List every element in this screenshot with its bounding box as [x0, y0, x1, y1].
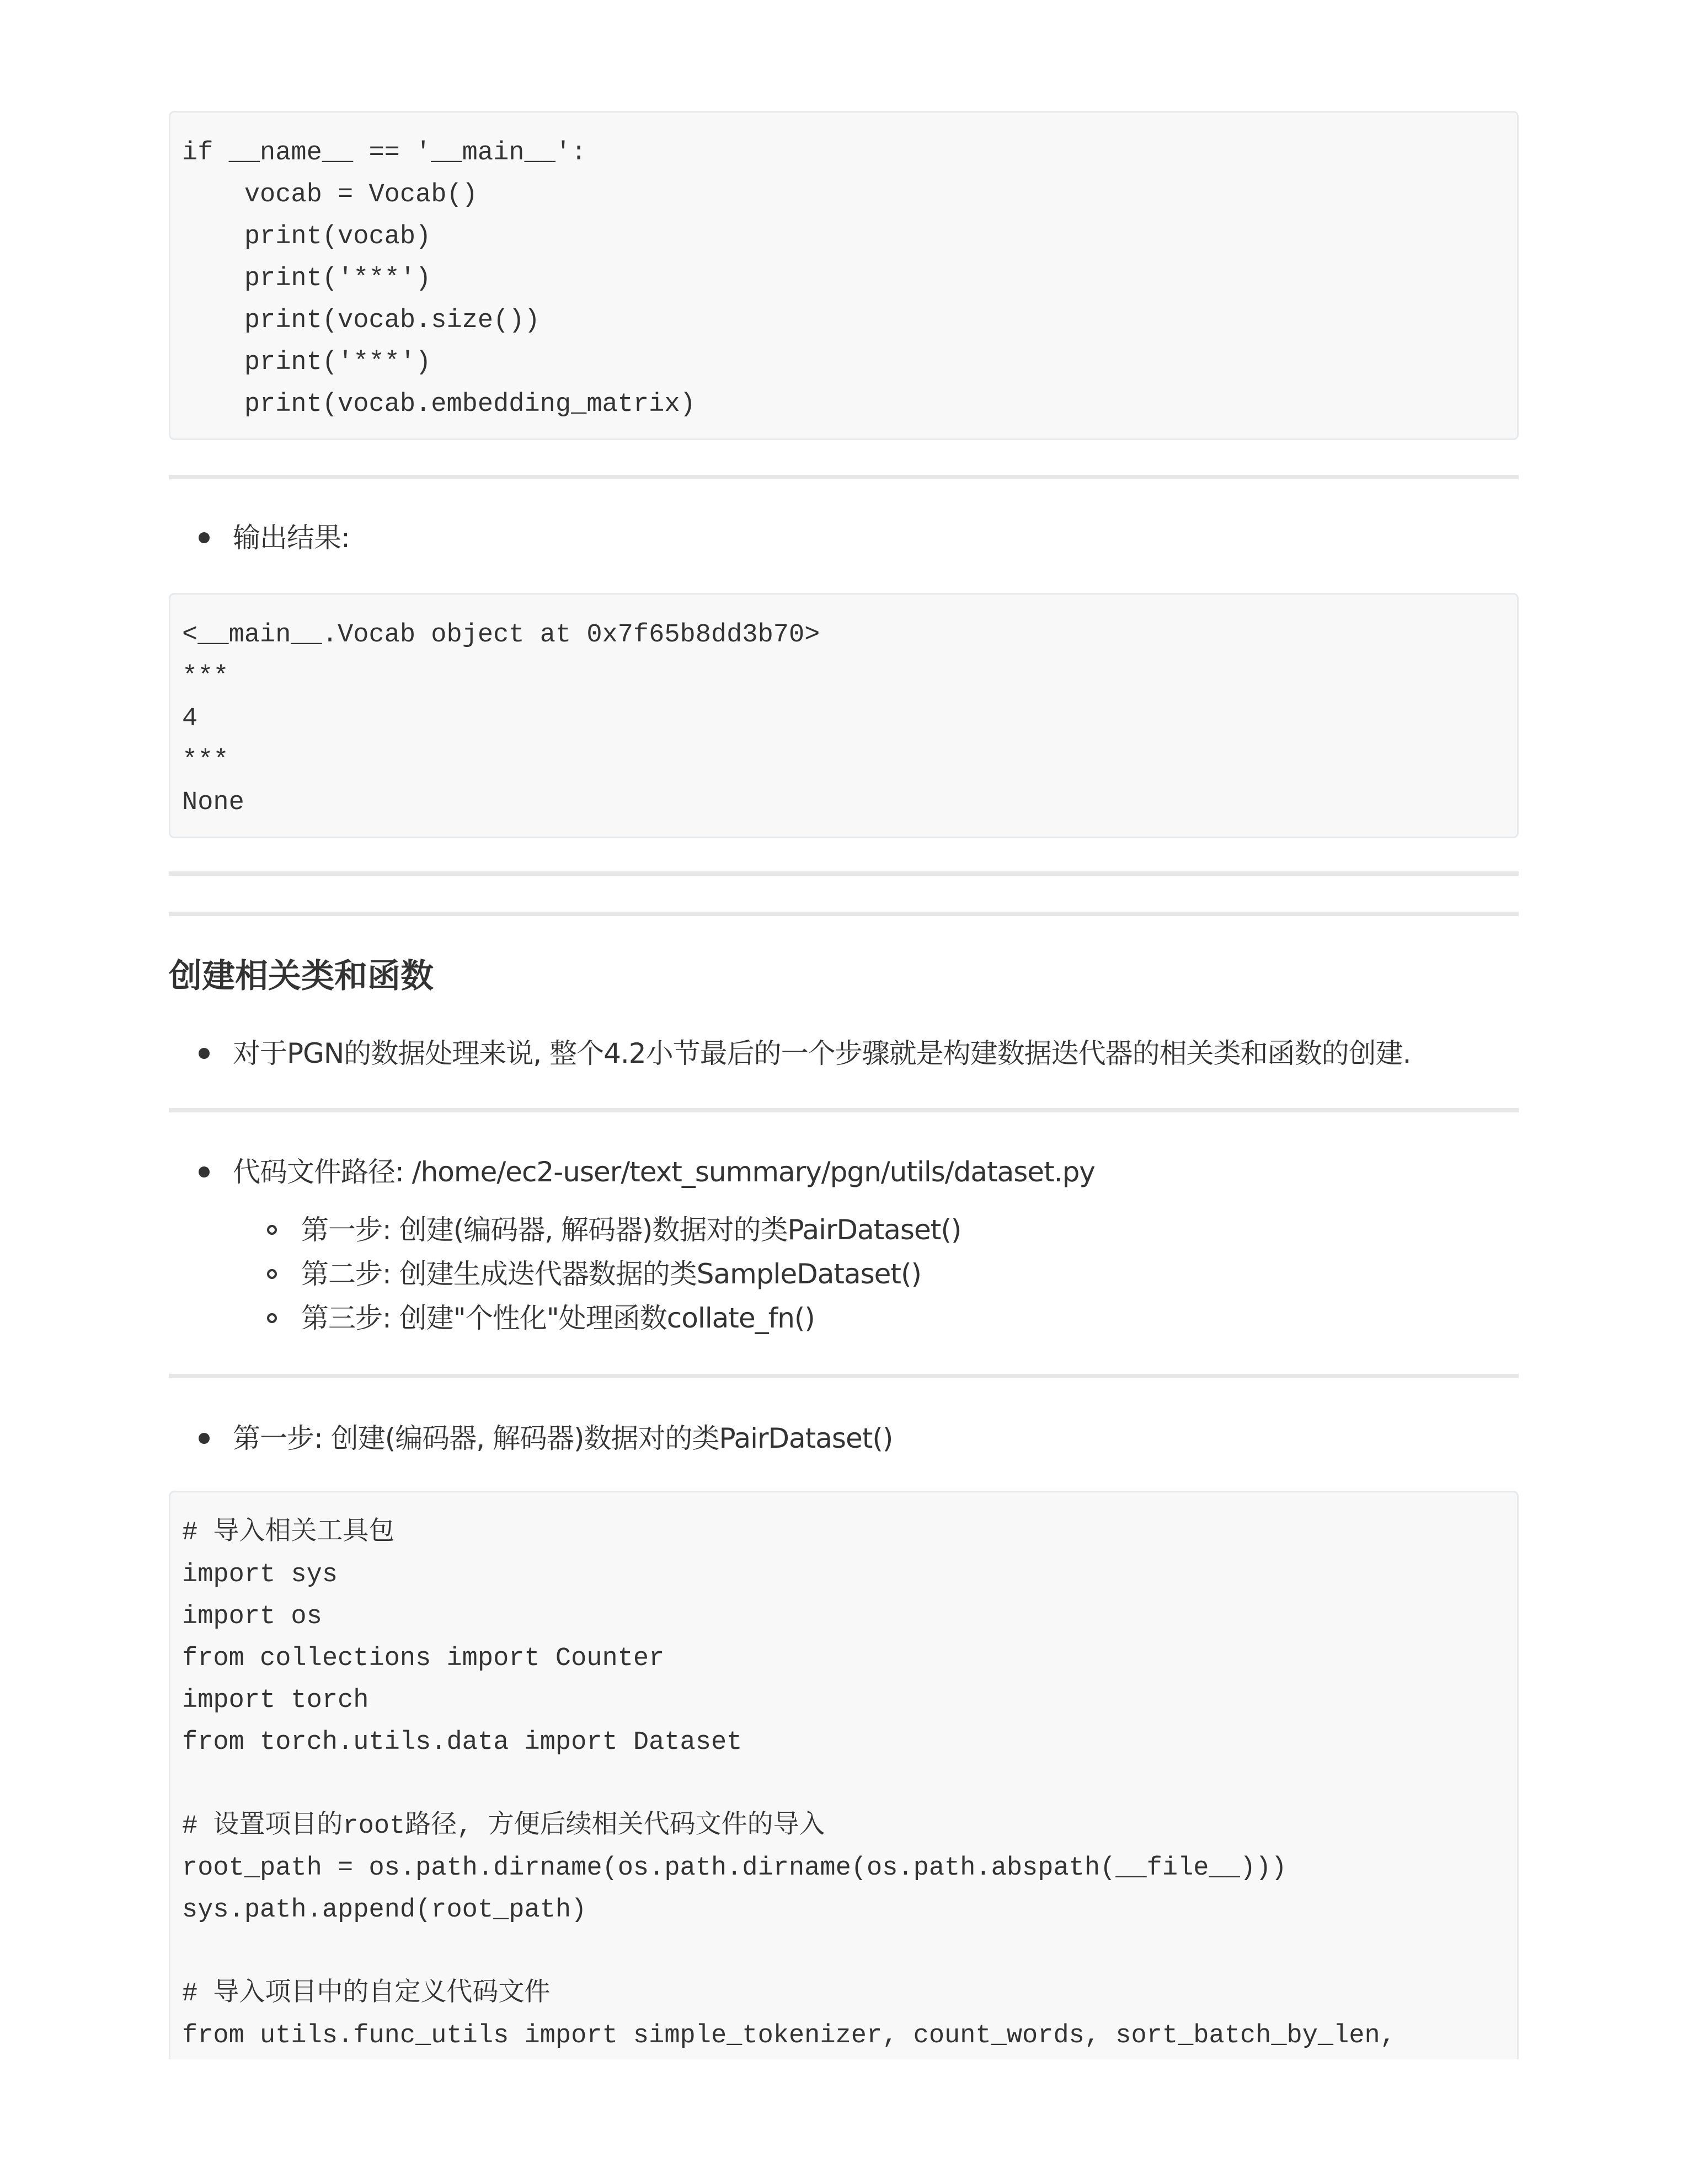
code-block-output — [169, 593, 1519, 838]
output-label: 输出结果: — [233, 522, 350, 554]
divider — [169, 1108, 1519, 1112]
code-comment: # 导入相关工具包 — [182, 1518, 395, 1548]
code-line: root_path = os.path.dirname(os.path.dirname(os.path.abspath(__file__))) — [182, 1854, 1287, 1883]
step1-text: 第一步: 创建(编码器, 解码器)数据对的类PairDataset() — [233, 1422, 893, 1454]
code-blank-line — [182, 1931, 1517, 1973]
path-text: 代码文件路径: /home/ec2-user/text_summary/pgn/utils/dataset.py — [233, 1156, 1095, 1188]
code-line: import sys — [182, 1560, 338, 1589]
step-text: 第一步: 创建(编码器, 解码器)数据对的类PairDataset() — [301, 1214, 961, 1246]
list-item-path — [188, 1150, 1095, 1194]
code-line: from torch.utils.data import Dataset — [182, 1728, 742, 1757]
list-item-output — [188, 516, 350, 560]
code-block-dataset-imports — [169, 1491, 1519, 2059]
list-item-step1-detail — [188, 1416, 893, 1460]
bullet-dot-icon — [199, 1048, 210, 1059]
code-line: *** — [182, 662, 229, 692]
code-line: vocab = Vocab() — [182, 180, 478, 210]
divider — [169, 1374, 1519, 1378]
bullet-circle-icon — [267, 1225, 277, 1235]
code-line: print(vocab.size()) — [182, 306, 540, 335]
bullet-dot-icon — [199, 1433, 210, 1444]
step-text: 第三步: 创建"个性化"处理函数collate_fn() — [301, 1302, 815, 1334]
section-heading: 创建相关类和函数 — [169, 957, 434, 995]
bullet-circle-icon — [267, 1269, 277, 1279]
code-line: 4 — [182, 704, 198, 734]
code-line: from collections import Counter — [182, 1644, 665, 1673]
sub-list-item-step-1 — [267, 1208, 961, 1252]
code-comment: # 导入项目中的自定义代码文件 — [182, 1979, 551, 2009]
code-line: print('***') — [182, 264, 431, 293]
bullet-circle-icon — [267, 1313, 277, 1323]
code-line: *** — [182, 746, 229, 775]
sub-list-item-step-3 — [267, 1296, 815, 1340]
code-line: <__main__.Vocab object at 0x7f65b8dd3b70> — [182, 620, 820, 650]
code-line: print('***') — [182, 348, 431, 377]
code-line: import torch — [182, 1686, 369, 1715]
bullet-dot-icon — [199, 1166, 210, 1177]
code-line: None — [182, 788, 244, 817]
divider — [169, 475, 1519, 479]
code-blank-line — [182, 1764, 1517, 1806]
code-line: print(vocab) — [182, 222, 431, 251]
code-line: import os — [182, 1602, 322, 1631]
code-line: sys.path.append(root_path) — [182, 1896, 587, 1925]
code-line: print(vocab.embedding_matrix) — [182, 390, 696, 419]
intro-text: 对于PGN的数据处理来说, 整个4.2小节最后的一个步骤就是构建数据迭代器的相关类和函数的创建. — [233, 1037, 1411, 1069]
bullet-dot-icon — [199, 532, 210, 543]
list-item-intro — [188, 1031, 1411, 1075]
divider — [169, 871, 1519, 876]
divider — [169, 912, 1519, 916]
step-text: 第二步: 创建生成迭代器数据的类SampleDataset() — [301, 1258, 922, 1290]
code-block-main-guard — [169, 111, 1519, 440]
sub-list-item-step-2 — [267, 1252, 921, 1296]
code-comment: # 设置项目的root路径, 方便后续相关代码文件的导入 — [182, 1812, 825, 1841]
code-line: if __name__ == '__main__': — [182, 138, 587, 168]
code-line: from utils.func_utils import simple_tokenizer, count_words, sort_batch_by_len, — [182, 2021, 1396, 2051]
